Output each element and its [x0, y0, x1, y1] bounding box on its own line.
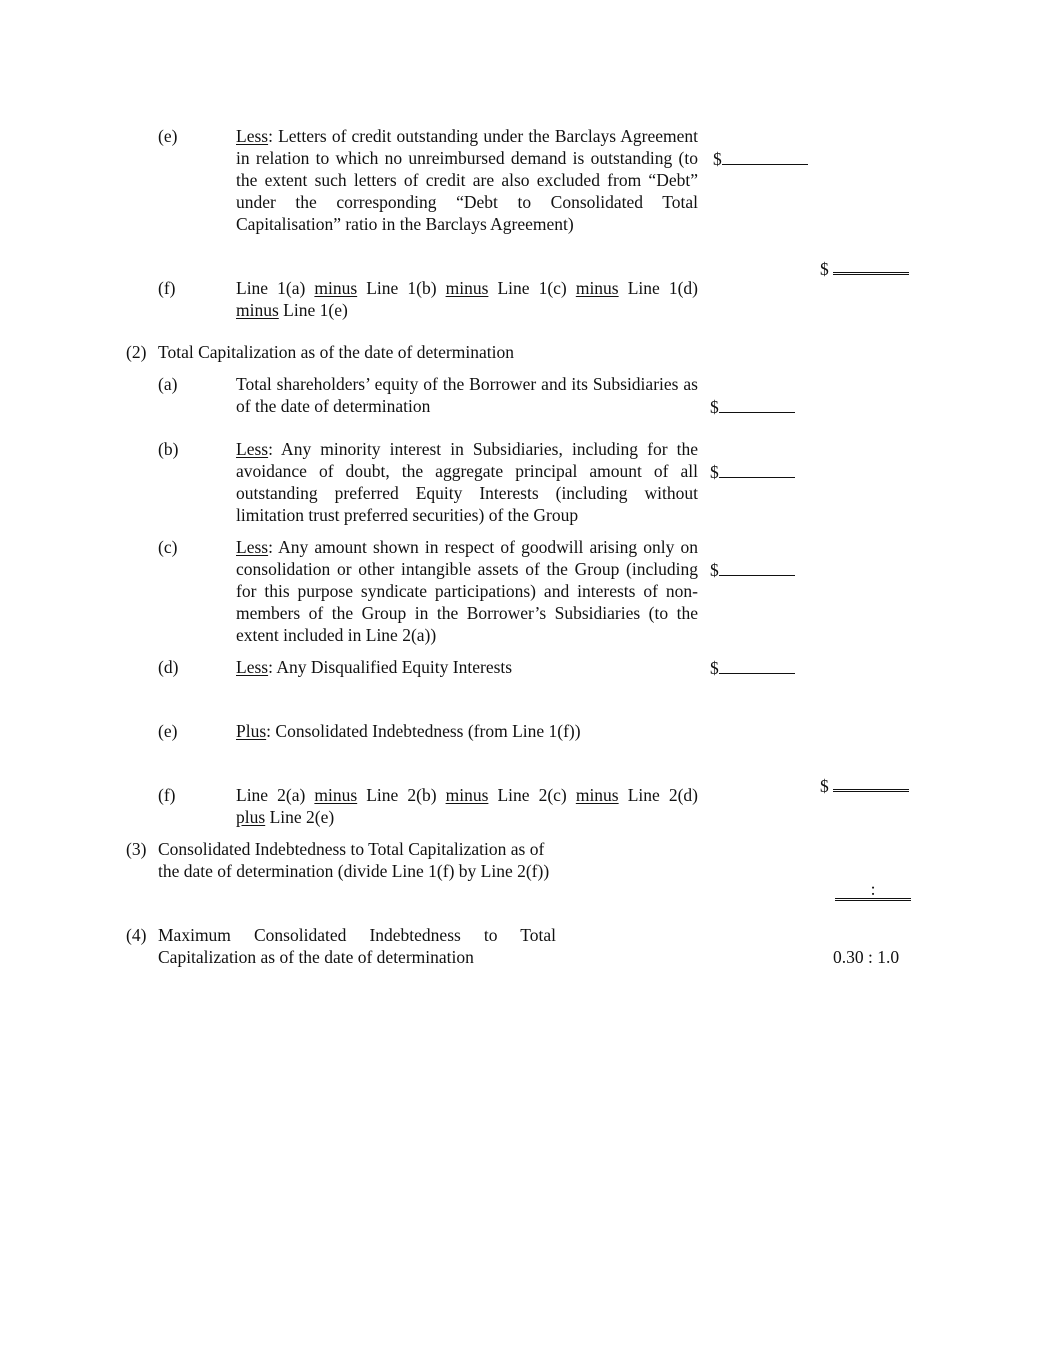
fill-in-line [719, 656, 795, 674]
item-body-2d: : Any Disqualified Equity Interests [268, 657, 513, 677]
total-blank-2f [820, 773, 909, 797]
item-text-2b [236, 438, 698, 526]
fill-in-line [719, 558, 795, 576]
dollar-sign: $ [710, 462, 719, 482]
amount-blank-2c [710, 558, 795, 581]
item-body-2b: : Any minority interest in Subsidiaries, including for the avoidance of doubt, the aggregate principal amount of all outstanding preferred Equity Interests (including without limitation trust preferred securities) of the Group [236, 439, 698, 525]
item-text-2e [236, 720, 698, 742]
amount-blank-2a [710, 395, 795, 418]
item-text-2a: Total shareholders’ equity of the Borrower and its Subsidiaries as of the date of determination [236, 374, 698, 416]
item-label-2f: (f) [158, 785, 176, 805]
section-number-2: (2) [126, 342, 147, 362]
dollar-sign: $ [820, 776, 829, 796]
amount-blank-2b [710, 460, 795, 483]
less-label: Less [236, 126, 269, 146]
item-label-2b: (b) [158, 439, 179, 459]
item-text-1f: Line 1(a) minus Line 1(b) minus Line 1(c) minus Line 1(d) minus Line 1(e) [236, 278, 698, 320]
dollar-sign: $ [713, 149, 722, 169]
item-body-2e: : Consolidated Indebtedness (from Line 1(f)) [266, 721, 581, 741]
less-label: Less [236, 657, 269, 677]
section-text-4-line2: Capitalization as of the date of determination [158, 947, 474, 967]
dollar-sign: $ [710, 397, 719, 417]
dollar-sign: $ [820, 259, 829, 279]
dollar-sign: $ [710, 560, 719, 580]
total-line [833, 256, 909, 275]
ratio-separator: : [870, 879, 876, 899]
fill-in-line [719, 460, 795, 478]
item-text-2f: Line 2(a) minus Line 2(b) minus Line 2(c) minus Line 2(d) plus Line 2(e) [236, 785, 698, 827]
less-label: Less [236, 439, 269, 459]
item-label-2d: (d) [158, 657, 179, 677]
section-text-3: Consolidated Indebtedness to Total Capitalization as of the date of determination (divide Line 1(f) by Line 2(f)) [158, 839, 550, 881]
item-label-1e: (e) [158, 126, 178, 146]
plus-label: Plus [236, 721, 267, 741]
fill-in-line [719, 395, 795, 413]
item-label-1f: (f) [158, 278, 176, 298]
amount-blank-2d [710, 656, 795, 679]
section-number-4: (4) [126, 925, 147, 945]
item-label-2a: (a) [158, 374, 178, 394]
max-ratio-value: 0.30 : 1.0 [833, 947, 900, 967]
section-text-4 [158, 924, 556, 968]
item-label-2c: (c) [158, 537, 178, 557]
item-text-2c [236, 536, 698, 646]
item-label-2e: (e) [158, 721, 178, 741]
section-text-4-line1: Maximum Consolidated Indebtedness to Total [158, 925, 556, 945]
item-body-2c: : Any amount shown in respect of goodwill arising only on consolidation or other intangible assets of the Group (including for this purpose syndicate participations) and interests of non-members of the Group in the Borrower’s Subsidiaries (to the extent included in Line 2(a)) [236, 537, 698, 645]
item-body-1e: : Letters of credit outstanding under the Barclays Agreement in relation to which no unreimbursed demand is outstanding (to the extent such letters of credit are also excluded from “Debt” under the corresponding “Debt to Consolidated Total Capitalisation” ratio in the Barclays Agreement) [236, 126, 698, 234]
ratio-line [835, 879, 911, 901]
fill-in-line [722, 147, 808, 165]
total-line [833, 773, 909, 792]
amount-blank-1e [713, 147, 808, 170]
section-heading-2: Total Capitalization as of the date of determination [158, 342, 514, 362]
total-blank-1f [820, 256, 909, 280]
section-number-3: (3) [126, 839, 147, 859]
item-text-1e [236, 125, 698, 235]
ratio-blank-3 [835, 879, 911, 906]
less-label: Less [236, 537, 269, 557]
item-text-2d [236, 656, 698, 678]
dollar-sign: $ [710, 658, 719, 678]
